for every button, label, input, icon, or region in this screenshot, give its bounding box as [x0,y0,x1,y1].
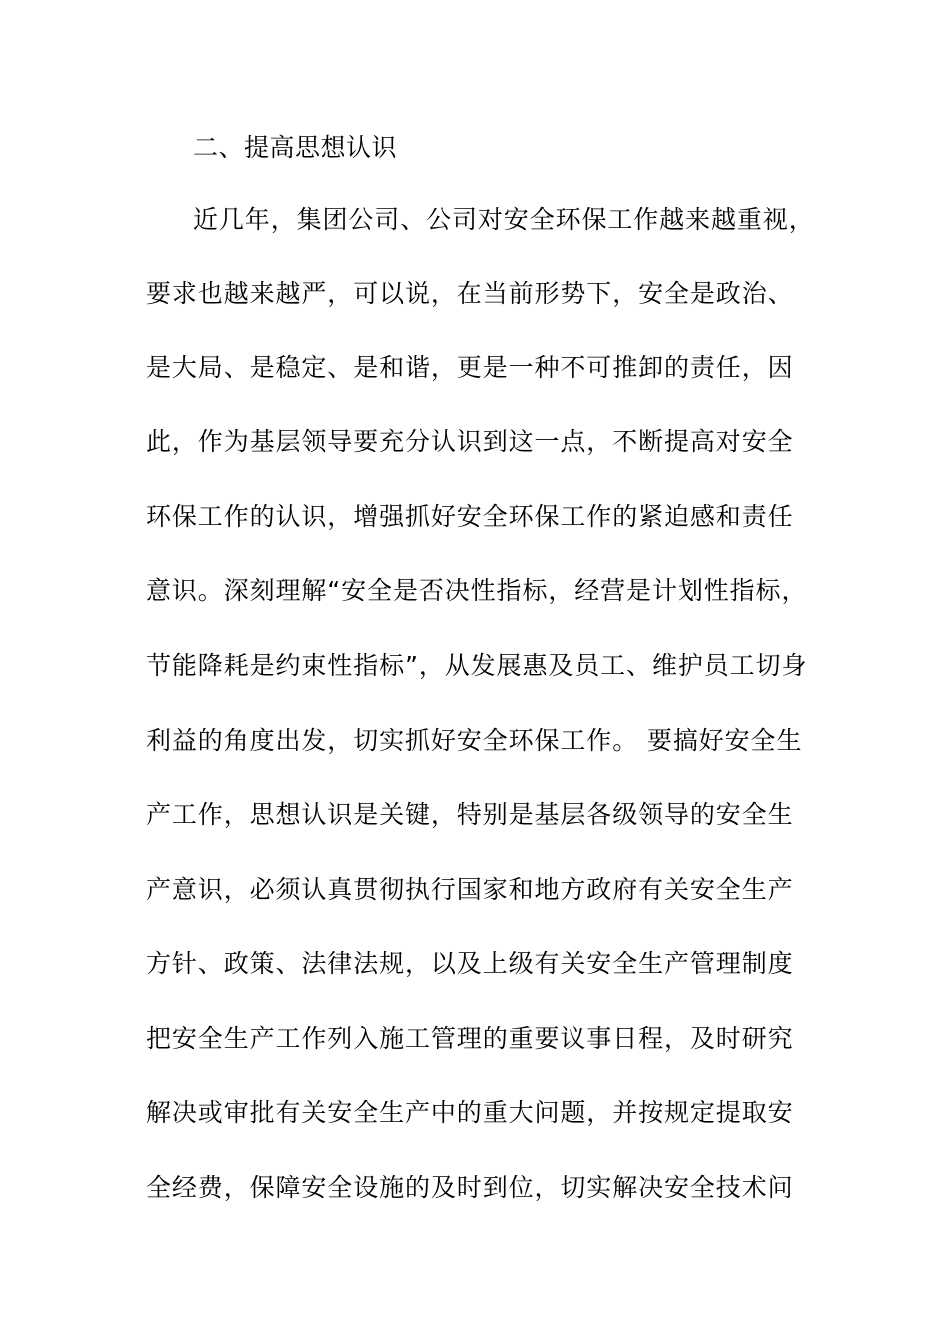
paragraph-line: 产意识，必须认真贯彻执行国家和地方政府有关安全生产 [146,875,794,904]
paragraph-line: 产工作，思想认识是关键，特别是基层各级领导的安全生 [146,800,794,829]
paragraph-line: 近几年，集团公司、公司对安全环保工作越来越重视， [193,205,815,234]
paragraph-line: 是大局、是稳定、是和谐，更是一种不可推卸的责任，因 [146,353,794,382]
paragraph-line: 环保工作的认识，增强抓好安全环保工作的紧迫感和责任 [146,502,794,531]
paragraph-line: 此，作为基层领导要充分认识到这一点，不断提高对安全 [146,427,794,456]
section-heading: 二、提高思想认识 [193,133,398,162]
paragraph-line: 全经费，保障安全设施的及时到位，切实解决安全技术问 [146,1173,794,1202]
paragraph-line: 利益的角度出发，切实抓好安全环保工作。 要搞好安全生 [146,726,803,755]
paragraph-line: 节能降耗是约束性指标”，从发展惠及员工、维护员工切身 [146,651,808,680]
paragraph-line: 意识。深刻理解“安全是否决性指标，经营是计划性指标， [146,576,808,605]
paragraph-line: 解决或审批有关安全生产中的重大问题，并按规定提取安 [146,1098,794,1127]
paragraph-line: 要求也越来越严，可以说，在当前形势下，安全是政治、 [146,279,794,308]
paragraph-line: 方针、政策、法律法规，以及上级有关安全生产管理制度 [146,949,794,978]
paragraph-line: 把安全生产工作列入施工管理的重要议事日程，及时研究 [146,1024,794,1053]
